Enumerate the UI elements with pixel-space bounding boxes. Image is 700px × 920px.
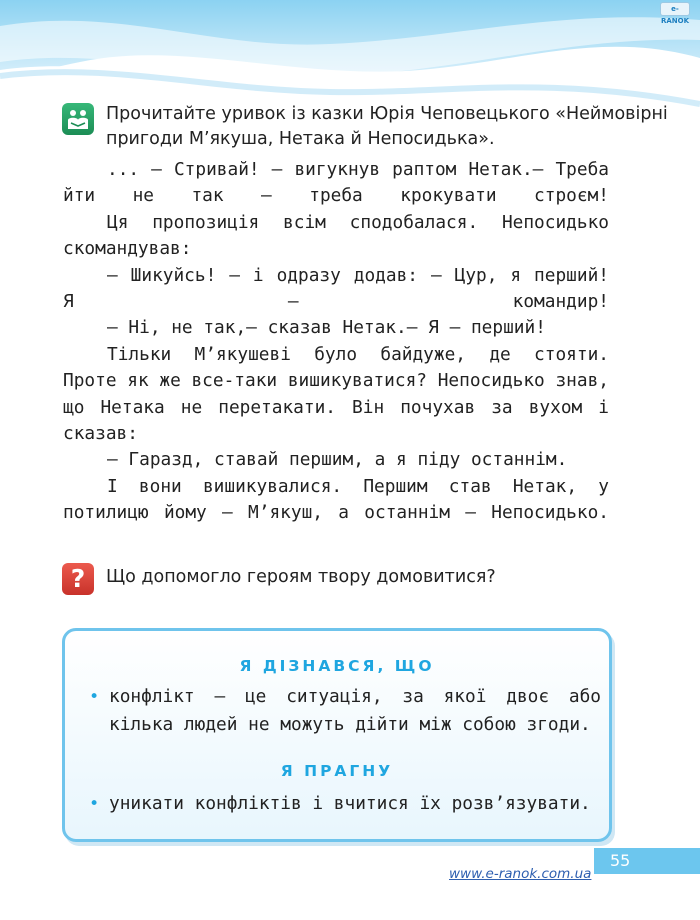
story-paragraph: ... — Стривай! — вигукнув раптом Нетак.— Треба йти не так — треба крокувати строєм! (63, 159, 609, 207)
story-excerpt (63, 157, 609, 527)
publisher-logo: e-RANOK (660, 2, 690, 16)
aspire-title: Я ПРАГНУ (280, 762, 394, 780)
learned-item-text: конфлікт — це ситуація, за якої двоє або кілька людей не можуть дійти між собою згоди. (109, 686, 601, 735)
learned-item (89, 683, 601, 739)
story-paragraph: — Шикуйсь! — і одразу додав: — Цур, я перший! Я — командир! (63, 264, 609, 313)
bullet-dot-icon: • (89, 794, 100, 814)
task-instruction: Прочитайте уривок із казки Юрія Чеповецького «Неймовірні пригоди М’якуша, Нетака й Непосидька». (106, 104, 668, 149)
story-paragraph: — Гаразд, ставай першим, а я піду останнім. (107, 449, 568, 471)
learned-title: Я ДІЗНАВСЯ, ЩО (239, 657, 435, 675)
website-link[interactable]: www.e-ranok.com.ua (449, 866, 592, 882)
page-number: 55 (594, 848, 700, 874)
aspire-item (89, 790, 601, 818)
question-text: Що допомогло героям твору домовитися? (106, 567, 496, 587)
bullet-dot-icon: • (89, 687, 100, 707)
story-paragraph: І вони вишикувалися. Першим став Нетак, у потилицю йому — М’якуш, а останнім — Непосидько. (63, 475, 609, 524)
reading-children-icon (62, 103, 94, 135)
story-paragraph: — Ні, не так,— сказав Нетак.— Я — перший! (107, 317, 546, 339)
story-paragraph: Тільки М’якушеві було байдуже, де стояти. Проте як же все-таки вишикуватися? Непосидько знав, що Нетака не перетакати. Він почухав за вухом і сказав: (63, 343, 609, 445)
aspire-item-text: уникати конфліктів і вчитися їх розв’язувати. (109, 793, 591, 814)
summary-box (62, 628, 612, 842)
story-paragraph: Ця пропозиція всім сподобалася. Непосидько скомандував: (63, 211, 609, 260)
question-mark-icon: ? (62, 563, 94, 595)
